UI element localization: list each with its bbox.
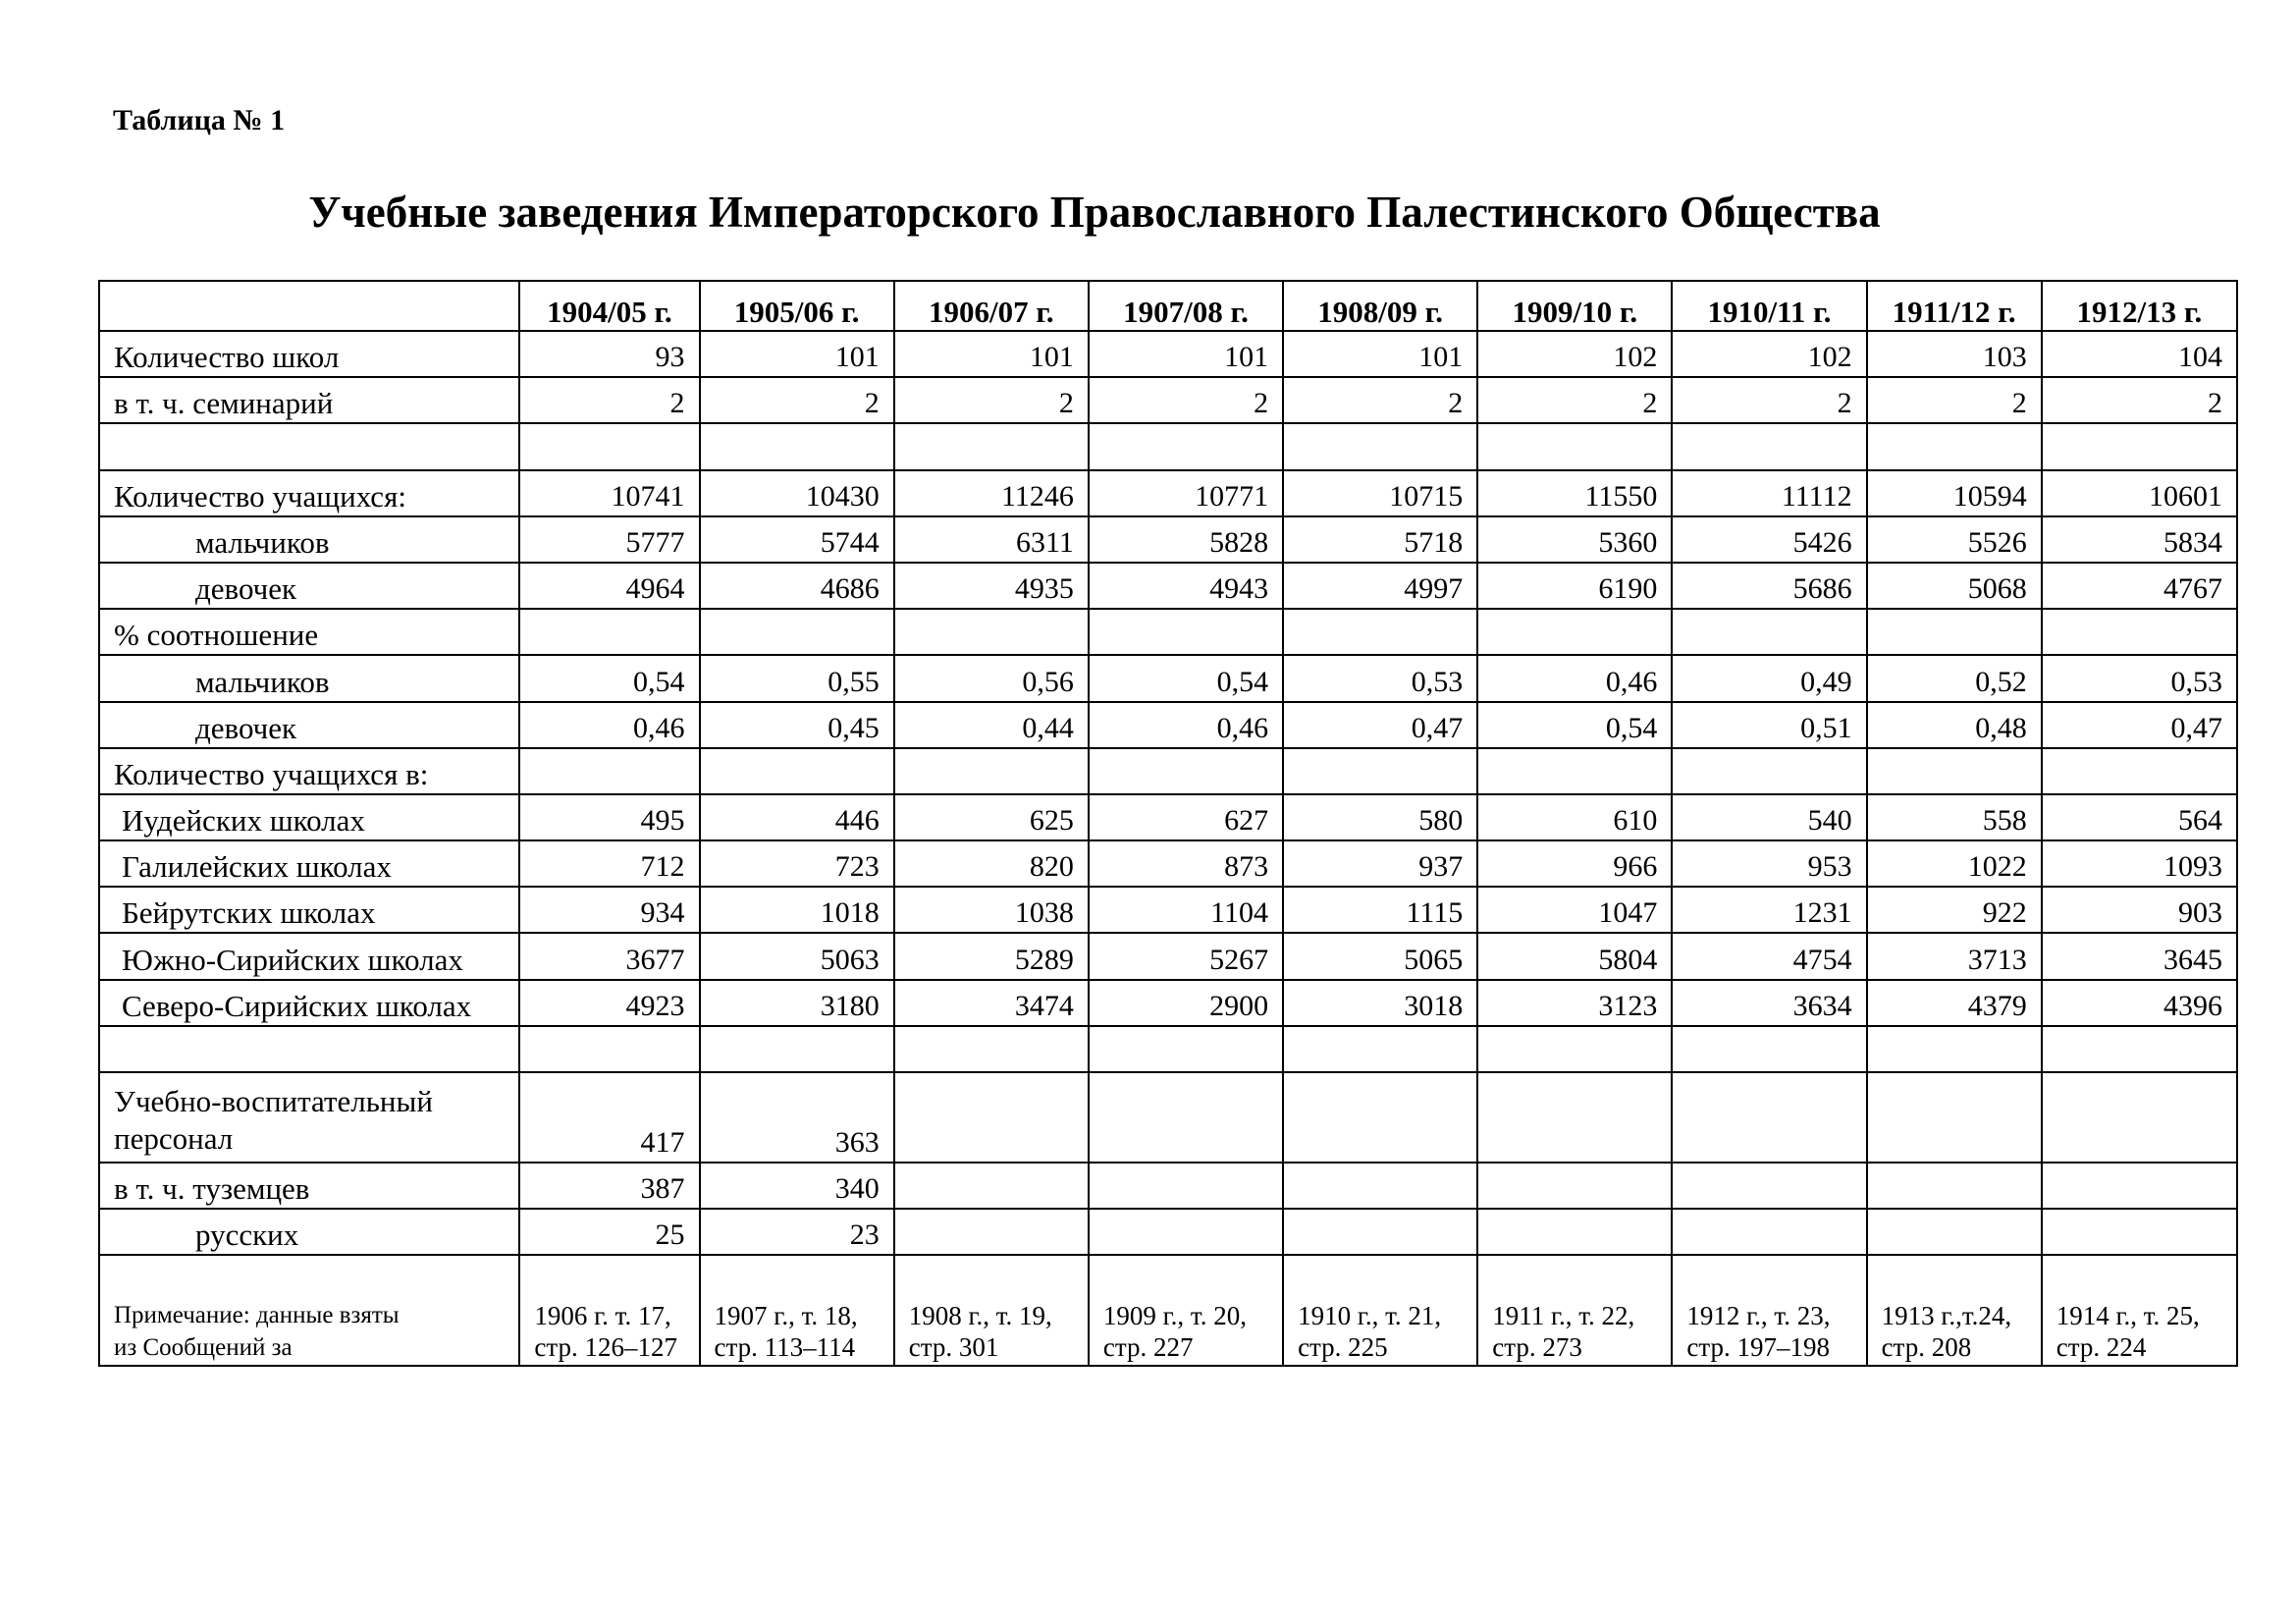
table-cell: 0,44 — [894, 702, 1089, 748]
source-line: стр. 208 — [1881, 1332, 1972, 1363]
source-cell — [1283, 1255, 1477, 1366]
table-cell: 5828 — [1089, 516, 1283, 563]
row-label: Северо-Сирийских школах — [99, 980, 519, 1026]
row-label: Бейрутских школах — [99, 887, 519, 933]
table-cell: 101 — [1089, 331, 1283, 377]
table-cell: 4935 — [894, 563, 1089, 609]
table-cell: 11550 — [1477, 470, 1672, 516]
row-label-line: персонал — [114, 1121, 234, 1157]
table-cell — [1089, 748, 1283, 794]
source-cell — [894, 1255, 1089, 1366]
table-cell: 5267 — [1089, 933, 1283, 979]
table-cell — [1867, 423, 2042, 469]
table-cell — [2042, 748, 2237, 794]
table-row — [99, 1163, 2237, 1209]
table-cell: 5686 — [1672, 563, 1866, 609]
year-header: 1906/07 г. — [894, 281, 1089, 331]
table-cell: 0,47 — [1283, 702, 1477, 748]
table-cell: 446 — [700, 794, 894, 840]
table-cell: 101 — [894, 331, 1089, 377]
table-cell: 10771 — [1089, 470, 1283, 516]
source-cell — [1867, 1255, 2042, 1366]
table-cell: 1104 — [1089, 887, 1283, 933]
table-cell: 4767 — [2042, 563, 2237, 609]
table-cell — [1672, 1072, 1866, 1163]
table-cell: 3123 — [1477, 980, 1672, 1026]
year-header: 1912/13 г. — [2042, 281, 2237, 331]
table-cell: 5834 — [2042, 516, 2237, 563]
table-cell — [519, 609, 699, 655]
table-cell — [2042, 1209, 2237, 1255]
row-label: мальчиков — [99, 516, 519, 563]
source-line: 1910 г., т. 21, — [1298, 1300, 1442, 1330]
table-row — [99, 563, 2237, 609]
table-cell: 4396 — [2042, 980, 2237, 1026]
table-cell: 1022 — [1867, 840, 2042, 887]
table-row — [99, 702, 2237, 748]
table-cell: 103 — [1867, 331, 2042, 377]
table-cell: 5068 — [1867, 563, 2042, 609]
table-cell — [2042, 1026, 2237, 1072]
table-cell: 4686 — [700, 563, 894, 609]
table-cell: 2 — [700, 377, 894, 423]
table-cell: 2 — [519, 377, 699, 423]
table-cell: 3645 — [2042, 933, 2237, 979]
table-cell — [1283, 748, 1477, 794]
table-cell: 104 — [2042, 331, 2237, 377]
table-cell — [700, 1026, 894, 1072]
table-cell — [1867, 748, 2042, 794]
source-line: стр. 224 — [2056, 1332, 2147, 1363]
table-cell — [1672, 423, 1866, 469]
table-cell — [700, 748, 894, 794]
row-label: Количество учащихся в: — [99, 748, 519, 794]
source-line: стр. 113–114 — [714, 1332, 856, 1363]
table-cell — [1867, 1026, 2042, 1072]
table-row — [99, 609, 2237, 655]
source-cell — [519, 1255, 699, 1366]
table-cell: 3018 — [1283, 980, 1477, 1026]
table-cell: 2 — [1867, 377, 2042, 423]
year-header: 1910/11 г. — [1672, 281, 1866, 331]
header-corner — [99, 281, 519, 331]
table-cell: 0,46 — [1477, 655, 1672, 701]
table-cell: 5526 — [1867, 516, 2042, 563]
source-line: 1907 г., т. 18, — [714, 1300, 858, 1330]
table-cell: 6190 — [1477, 563, 1672, 609]
table-cell: 873 — [1089, 840, 1283, 887]
sources-row — [99, 1255, 2237, 1366]
source-line: 1913 г.,т.24, — [1881, 1300, 2012, 1330]
table-cell: 10741 — [519, 470, 699, 516]
table-cell — [1089, 1163, 1283, 1209]
table-cell — [1672, 1163, 1866, 1209]
table-cell: 0,54 — [519, 655, 699, 701]
table-cell — [1283, 1163, 1477, 1209]
table-cell — [1477, 1026, 1672, 1072]
row-label — [99, 1026, 519, 1072]
table-cell — [2042, 423, 2237, 469]
table-cell: 922 — [1867, 887, 2042, 933]
table-cell: 5289 — [894, 933, 1089, 979]
table-cell — [1477, 1072, 1672, 1163]
table-cell: 5777 — [519, 516, 699, 563]
table-cell: 10715 — [1283, 470, 1477, 516]
table-cell — [519, 1026, 699, 1072]
source-line: стр. 301 — [908, 1332, 999, 1363]
table-cell — [894, 423, 1089, 469]
table-cell: 5718 — [1283, 516, 1477, 563]
table-cell: 966 — [1477, 840, 1672, 887]
row-label: в т. ч. семинарий — [99, 377, 519, 423]
table-cell: 0,52 — [1867, 655, 2042, 701]
table-cell — [1672, 748, 1866, 794]
source-line: стр. 273 — [1492, 1332, 1582, 1363]
source-line: 1909 г., т. 20, — [1102, 1300, 1247, 1330]
source-line: 1906 г. т. 17, — [534, 1300, 671, 1330]
year-header: 1904/05 г. — [519, 281, 699, 331]
table-cell: 101 — [700, 331, 894, 377]
table-cell: 0,54 — [1089, 655, 1283, 701]
table-row — [99, 470, 2237, 516]
table-cell: 10430 — [700, 470, 894, 516]
source-line: 1914 г., т. 25, — [2056, 1300, 2200, 1330]
table-cell: 627 — [1089, 794, 1283, 840]
row-label: Количество учащихся: — [99, 470, 519, 516]
table-cell: 712 — [519, 840, 699, 887]
table-row — [99, 655, 2237, 701]
table-cell: 2 — [1672, 377, 1866, 423]
table-cell — [894, 1209, 1089, 1255]
source-cell — [1089, 1255, 1283, 1366]
table-cell: 387 — [519, 1163, 699, 1209]
table-cell — [894, 1163, 1089, 1209]
table-cell — [1867, 1072, 2042, 1163]
table-cell: 0,55 — [700, 655, 894, 701]
source-line: стр. 197–198 — [1686, 1332, 1831, 1363]
table-row — [99, 933, 2237, 979]
table-cell: 11112 — [1672, 470, 1866, 516]
table-cell — [1672, 1209, 1866, 1255]
row-label-line: Учебно-воспитательный — [114, 1084, 433, 1119]
table-cell — [894, 609, 1089, 655]
table-cell: 10601 — [2042, 470, 2237, 516]
table-cell — [894, 1072, 1089, 1163]
table-cell: 723 — [700, 840, 894, 887]
table-cell: 5804 — [1477, 933, 1672, 979]
table-cell — [1477, 1163, 1672, 1209]
table-cell: 363 — [700, 1072, 894, 1163]
table-row — [99, 840, 2237, 887]
table-cell: 5360 — [1477, 516, 1672, 563]
table-cell: 4923 — [519, 980, 699, 1026]
table-cell: 340 — [700, 1163, 894, 1209]
table-cell: 1231 — [1672, 887, 1866, 933]
table-cell — [1283, 1026, 1477, 1072]
year-header: 1909/10 г. — [1477, 281, 1672, 331]
source-line: стр. 126–127 — [534, 1332, 678, 1363]
source-cell — [1477, 1255, 1672, 1366]
source-line: стр. 225 — [1298, 1332, 1388, 1363]
table-cell: 2 — [1283, 377, 1477, 423]
table-cell — [1867, 609, 2042, 655]
table-cell: 3474 — [894, 980, 1089, 1026]
table-cell: 0,47 — [2042, 702, 2237, 748]
row-label: % соотношение — [99, 609, 519, 655]
row-label: Южно-Сирийских школах — [99, 933, 519, 979]
source-line: 1912 г., т. 23, — [1686, 1300, 1831, 1330]
table-cell: 5065 — [1283, 933, 1477, 979]
table-cell: 102 — [1672, 331, 1866, 377]
note-cell — [99, 1255, 519, 1366]
table-cell: 1047 — [1477, 887, 1672, 933]
table-cell — [1867, 1163, 2042, 1209]
row-label: в т. ч. туземцев — [99, 1163, 519, 1209]
table-cell: 2 — [2042, 377, 2237, 423]
table-cell: 0,49 — [1672, 655, 1866, 701]
table-cell: 3634 — [1672, 980, 1866, 1026]
table-cell — [894, 748, 1089, 794]
table-cell: 625 — [894, 794, 1089, 840]
table-cell: 0,53 — [2042, 655, 2237, 701]
table-cell — [1089, 423, 1283, 469]
row-label: Иудейских школах — [99, 794, 519, 840]
table-cell: 3677 — [519, 933, 699, 979]
table-cell: 4997 — [1283, 563, 1477, 609]
table-cell — [1089, 609, 1283, 655]
table-cell: 610 — [1477, 794, 1672, 840]
table-cell: 6311 — [894, 516, 1089, 563]
table-cell: 4943 — [1089, 563, 1283, 609]
table-cell: 2 — [894, 377, 1089, 423]
table-row — [99, 377, 2237, 423]
table-row — [99, 1209, 2237, 1255]
table-cell — [700, 423, 894, 469]
table-cell: 1093 — [2042, 840, 2237, 887]
table-cell — [1477, 1209, 1672, 1255]
table-cell: 2 — [1477, 377, 1672, 423]
row-label: Количество школ — [99, 331, 519, 377]
table-cell: 953 — [1672, 840, 1866, 887]
table-cell: 3180 — [700, 980, 894, 1026]
source-cell — [2042, 1255, 2237, 1366]
source-cell — [700, 1255, 894, 1366]
table-cell: 0,53 — [1283, 655, 1477, 701]
table-cell: 495 — [519, 794, 699, 840]
table-row — [99, 748, 2237, 794]
table-cell: 102 — [1477, 331, 1672, 377]
table-cell: 5063 — [700, 933, 894, 979]
table-cell: 0,51 — [1672, 702, 1866, 748]
table-cell: 10594 — [1867, 470, 2042, 516]
table-row — [99, 516, 2237, 563]
year-header: 1907/08 г. — [1089, 281, 1283, 331]
page-title: Учебные заведения Императорского Православного Палестинского Общества — [308, 188, 1881, 237]
table-cell: 3713 — [1867, 933, 2042, 979]
table-row — [99, 794, 2237, 840]
table-cell — [2042, 1163, 2237, 1209]
table-cell: 820 — [894, 840, 1089, 887]
note-line: Примечание: данные взяты — [114, 1302, 400, 1329]
table-cell: 5744 — [700, 516, 894, 563]
table-cell — [700, 609, 894, 655]
table-row — [99, 423, 2237, 469]
table-cell: 0,46 — [1089, 702, 1283, 748]
table-cell — [1283, 609, 1477, 655]
table-cell — [1477, 423, 1672, 469]
table-cell: 4964 — [519, 563, 699, 609]
table-cell: 93 — [519, 331, 699, 377]
row-label — [99, 1072, 519, 1163]
schools-table — [98, 280, 2238, 1367]
table-cell: 0,56 — [894, 655, 1089, 701]
table-cell: 1018 — [700, 887, 894, 933]
table-cell: 101 — [1283, 331, 1477, 377]
table-cell: 937 — [1283, 840, 1477, 887]
header-row — [99, 281, 2237, 331]
table-cell — [2042, 1072, 2237, 1163]
source-line: 1911 г., т. 22, — [1492, 1300, 1635, 1330]
source-cell — [1672, 1255, 1866, 1366]
table-cell: 5426 — [1672, 516, 1866, 563]
table-cell — [1089, 1072, 1283, 1163]
source-line: 1908 г., т. 19, — [908, 1300, 1052, 1330]
row-label — [99, 423, 519, 469]
table-caption: Таблица № 1 — [113, 104, 286, 136]
table-cell: 4754 — [1672, 933, 1866, 979]
table-cell: 417 — [519, 1072, 699, 1163]
table-cell: 0,54 — [1477, 702, 1672, 748]
row-label: русских — [99, 1209, 519, 1255]
table-cell — [1089, 1026, 1283, 1072]
table-cell: 580 — [1283, 794, 1477, 840]
table-row — [99, 980, 2237, 1026]
table-cell: 558 — [1867, 794, 2042, 840]
row-label: девочек — [99, 702, 519, 748]
note-line: из Сообщений за — [114, 1333, 293, 1361]
table-cell — [1283, 1209, 1477, 1255]
row-label: мальчиков — [99, 655, 519, 701]
year-header: 1905/06 г. — [700, 281, 894, 331]
table-cell — [1477, 609, 1672, 655]
table-row — [99, 331, 2237, 377]
row-label: девочек — [99, 563, 519, 609]
table-cell — [1283, 1072, 1477, 1163]
table-cell: 2 — [1089, 377, 1283, 423]
table-cell: 25 — [519, 1209, 699, 1255]
table-cell: 564 — [2042, 794, 2237, 840]
table-cell — [519, 748, 699, 794]
row-label: Галилейских школах — [99, 840, 519, 887]
year-header: 1911/12 г. — [1867, 281, 2042, 331]
table-cell — [894, 1026, 1089, 1072]
table-cell: 0,45 — [700, 702, 894, 748]
source-line: стр. 227 — [1102, 1332, 1194, 1363]
table-cell — [1867, 1209, 2042, 1255]
table-cell: 0,46 — [519, 702, 699, 748]
table-cell — [2042, 609, 2237, 655]
table-cell — [519, 423, 699, 469]
table-row — [99, 1072, 2237, 1163]
table-cell: 540 — [1672, 794, 1866, 840]
table-row — [99, 1026, 2237, 1072]
table-cell: 4379 — [1867, 980, 2042, 1026]
table-cell — [1672, 609, 1866, 655]
table-cell: 903 — [2042, 887, 2237, 933]
year-header: 1908/09 г. — [1283, 281, 1477, 331]
table-cell: 1038 — [894, 887, 1089, 933]
table-cell — [1477, 748, 1672, 794]
table-cell — [1672, 1026, 1866, 1072]
table-cell: 1115 — [1283, 887, 1477, 933]
table-cell: 2900 — [1089, 980, 1283, 1026]
table-cell: 934 — [519, 887, 699, 933]
table-cell: 0,48 — [1867, 702, 2042, 748]
table-row — [99, 887, 2237, 933]
table-cell: 23 — [700, 1209, 894, 1255]
table-cell: 11246 — [894, 470, 1089, 516]
table-cell — [1283, 423, 1477, 469]
table-cell — [1089, 1209, 1283, 1255]
